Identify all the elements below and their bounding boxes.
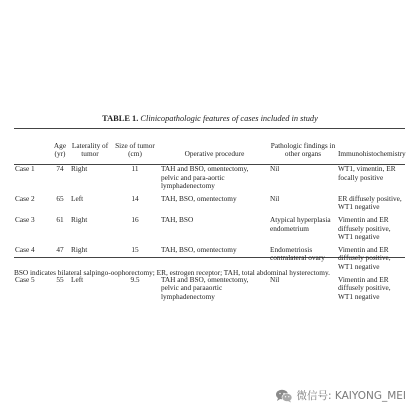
laterality-cell: Left [71,274,84,284]
header-cell-immunohistochemistry: Immunohistochemistry [338,149,406,159]
table-footnote: BSO indicates bilateral salpingo-oophorectomy; ER, estrogen receptor; TAH, total abdominal hysterectomy. [14,268,330,277]
age-cell: 65 [56,193,64,203]
age-cell: 61 [56,214,64,224]
case-label: Case 3 [15,214,35,224]
clinicopathologic-table [14,129,405,303]
table-header-row [14,129,405,163]
age-cell: 74 [56,164,64,173]
procedure-cell: TAH, BSO [161,214,194,224]
laterality-cell: Right [71,214,88,224]
header-cell-size: Size of tumor (cm) [115,140,155,159]
table-row [14,193,405,214]
findings-cell: Nil [270,193,280,203]
findings-cell: Nil [270,274,280,284]
size-cell: 15 [131,244,139,254]
case-label: Case 2 [15,193,35,203]
procedure-cell: TAH, BSO, omentectomy [161,244,237,254]
header-cell-pathologic-findings: Pathologic findings in other organs [270,140,336,159]
header-cell-operative-procedure: Operative procedure [184,149,245,159]
laterality-cell: Right [71,244,88,254]
findings-cell: Nil [270,164,280,173]
table-caption-label: TABLE 1. [102,114,139,123]
laterality-cell: Right [71,164,88,173]
ihc-cell: ER diffusely positive, WT1 negative [338,193,402,212]
header-cell-laterality: Laterality of tumor [71,140,109,159]
procedure-cell: TAH and BSO, omentectomy, pelvic and paraaortic lymphadenectomy [161,274,249,301]
case-label: Case 5 [15,274,35,284]
size-cell: 9.5 [130,274,140,284]
table-row [14,274,405,304]
watermark-text: 微信号: KAIYONG_MEI [296,390,406,402]
ihc-cell: Vimentin and ER diffusely positive, WT1 negative [338,274,391,301]
findings-cell: Atypical hyperplasia endometrium [270,214,331,233]
header-cell [14,129,50,163]
case-label: Case 4 [15,244,35,254]
table-caption [0,114,420,124]
header-cell-age: Age (yr) [53,140,67,159]
age-cell: 55 [56,274,64,284]
table-caption-text: Clinicopathologic features of cases included in study [140,114,318,123]
case-label: Case 1 [15,164,35,173]
size-cell: 14 [131,193,139,203]
ihc-cell: Vimentin and ER diffusely positive, WT1 negative [338,214,391,242]
ihc-cell: Vimentin and ER diffusely positive, WT1 negative [338,244,391,271]
laterality-cell: Left [71,193,84,203]
wechat-icon [275,389,293,403]
age-cell: 47 [56,244,64,254]
ihc-cell: WT1, vimentin, ER focally positive [338,164,396,182]
table-row [14,214,405,244]
watermark [275,388,407,403]
procedure-cell: TAH, BSO, omentectomy [161,193,237,203]
procedure-cell: TAH and BSO, omentectomy, pelvic and para-aortic lymphadenectomy [161,164,249,191]
table-row [14,163,405,193]
findings-cell: Endometriosis contralateral ovary [270,244,325,263]
size-cell: 16 [131,214,139,224]
size-cell: 11 [131,164,139,173]
